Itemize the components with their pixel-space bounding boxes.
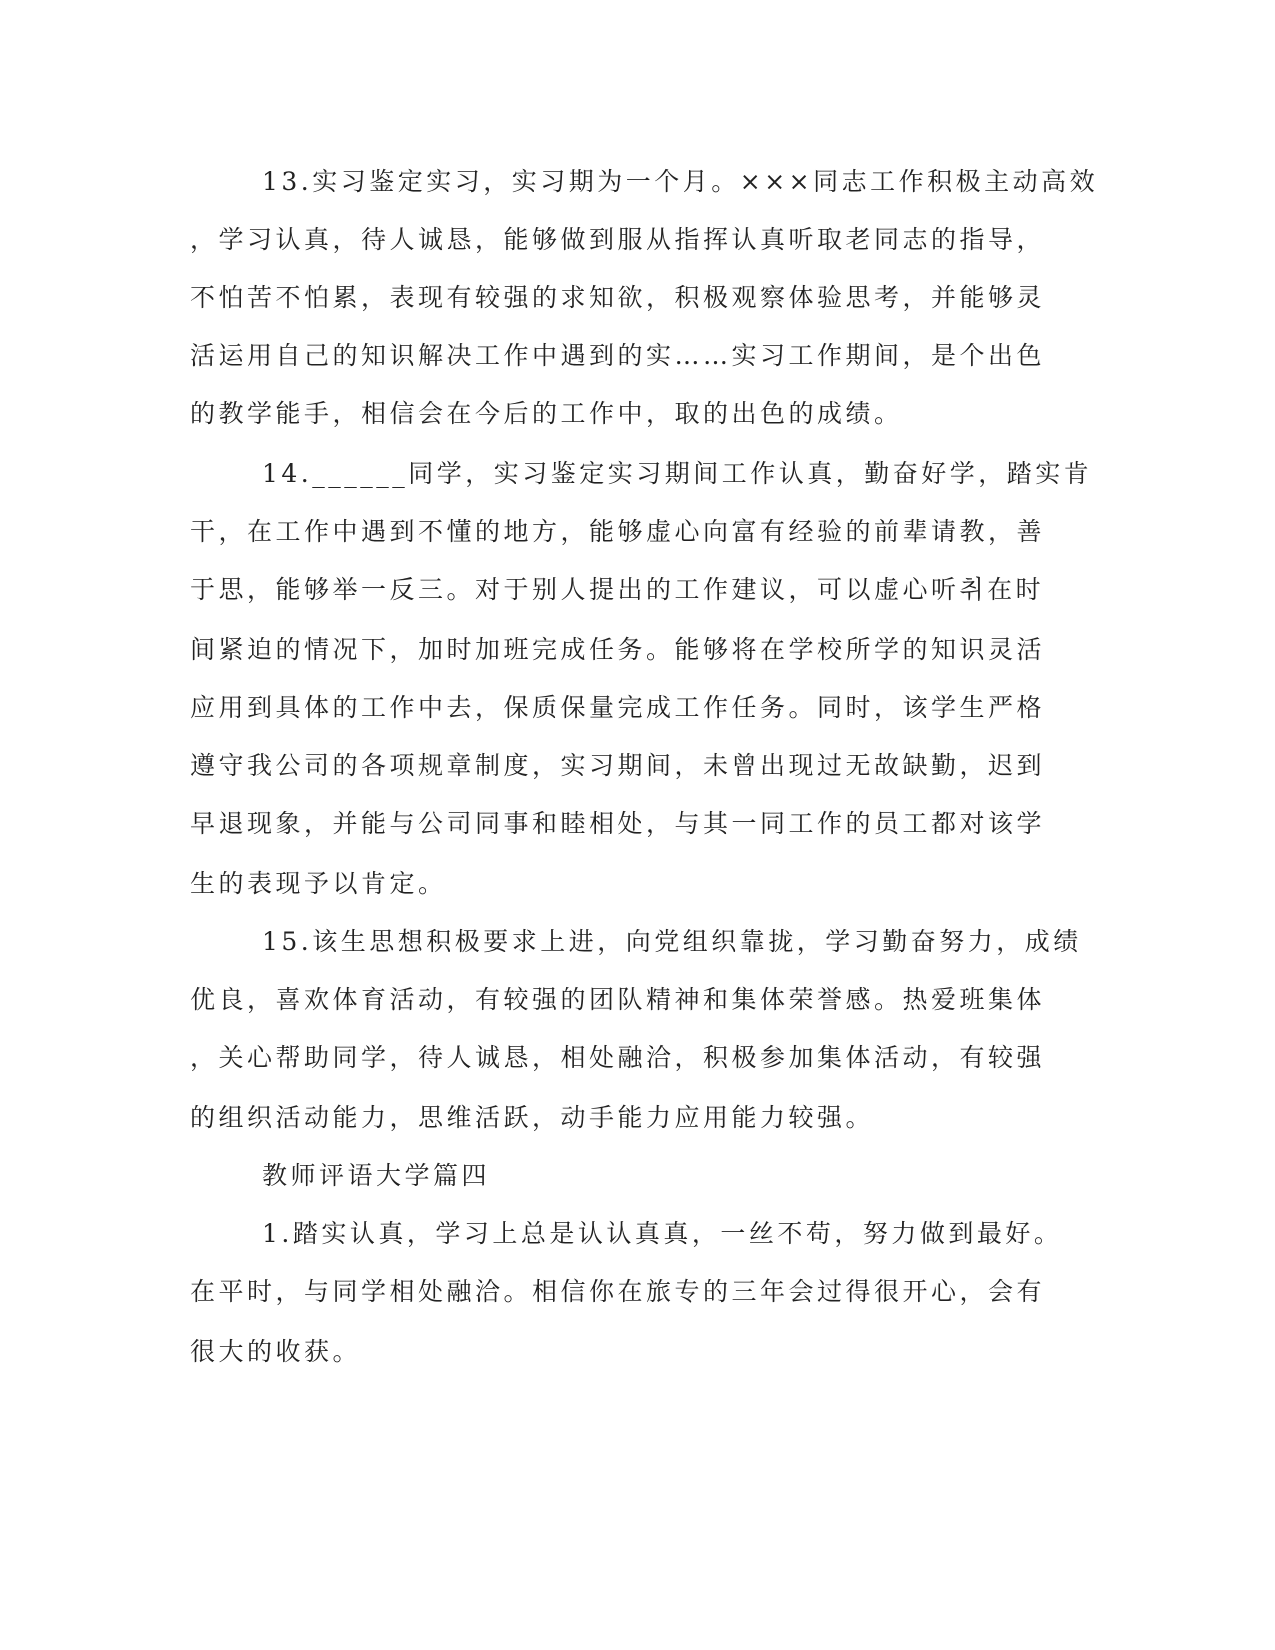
paragraph-13-line-5: 的教学能手，相信会在今后的工作中，取的出色的成绩。 — [190, 399, 903, 428]
section-heading: 教师评语大学篇四 — [262, 1161, 491, 1190]
paragraph-14-line-4: 间紧迫的情况下，加时加班完成任务。能够将在学校所学的知识灵活 — [190, 635, 1046, 664]
paragraph-15-line-4: 的组织活动能力，思维活跃，动手能力应用能力较强。 — [190, 1103, 875, 1132]
paragraph-1-line-1: 1.踏实认真，学习上总是认认真真，一丝不苟，努力做到最好。 — [262, 1219, 1063, 1248]
paragraph-15-line-1: 15.该生思想积极要求上进，向党组织靠拢，学习勤奋努力，成绩 — [262, 927, 1082, 956]
paragraph-1-line-2: 在平时，与同学相处融洽。相信你在旅专的三年会过得很开心，会有 — [190, 1277, 1046, 1306]
paragraph-14-line-3: 于思，能够举一反三。对于别人提出的工作建议，可以虚心听취在时 — [190, 575, 1045, 604]
paragraph-13-line-3: 不怕苦不怕累，表现有较强的求知欲，积极观察体验思考，并能够灵 — [190, 283, 1046, 312]
paragraph-13-line-1: 13.实习鉴定实习，实习期为一个月。×××同志工作积极主动高效 — [262, 167, 1099, 196]
paragraph-14-line-7: 早退现象，并能与公司同事和睦相处，与其一同工作的员工都对该学 — [190, 809, 1046, 838]
paragraph-15-line-2: 优良，喜欢体育活动，有较强的团队精神和集体荣誉感。热爱班集体 — [190, 985, 1046, 1014]
paragraph-14-line-6: 遵守我公司的各项规章制度，实习期间，未曾出现过无故缺勤，迟到 — [190, 751, 1046, 780]
paragraph-15-line-3: ，关心帮助同学，待人诚恳，相处融洽，积极参加集体活动，有较强 — [190, 1043, 1046, 1072]
paragraph-14-line-1: 14.______同学，实习鉴定实习期间工作认真，勤奋好学，踏实肯 — [262, 459, 1093, 488]
paragraph-1-line-3: 很大的收获。 — [190, 1337, 362, 1366]
paragraph-13-line-4: 活运用自己的知识解决工作中遇到的实……实习工作期间，是个出色 — [190, 341, 1046, 370]
paragraph-14-line-2: 干，在工作中遇到不懂的地方，能够虚心向富有经验的前辈请教，善 — [190, 517, 1046, 546]
paragraph-13-line-2: ，学习认真，待人诚恳，能够做到服从指挥认真听取老同志的指导， — [190, 225, 1046, 254]
paragraph-14-line-5: 应用到具体的工作中去，保质保量完成工作任务。同时，该学生严格 — [190, 693, 1046, 722]
paragraph-14-line-8: 生的表现予以肯定。 — [190, 869, 447, 898]
